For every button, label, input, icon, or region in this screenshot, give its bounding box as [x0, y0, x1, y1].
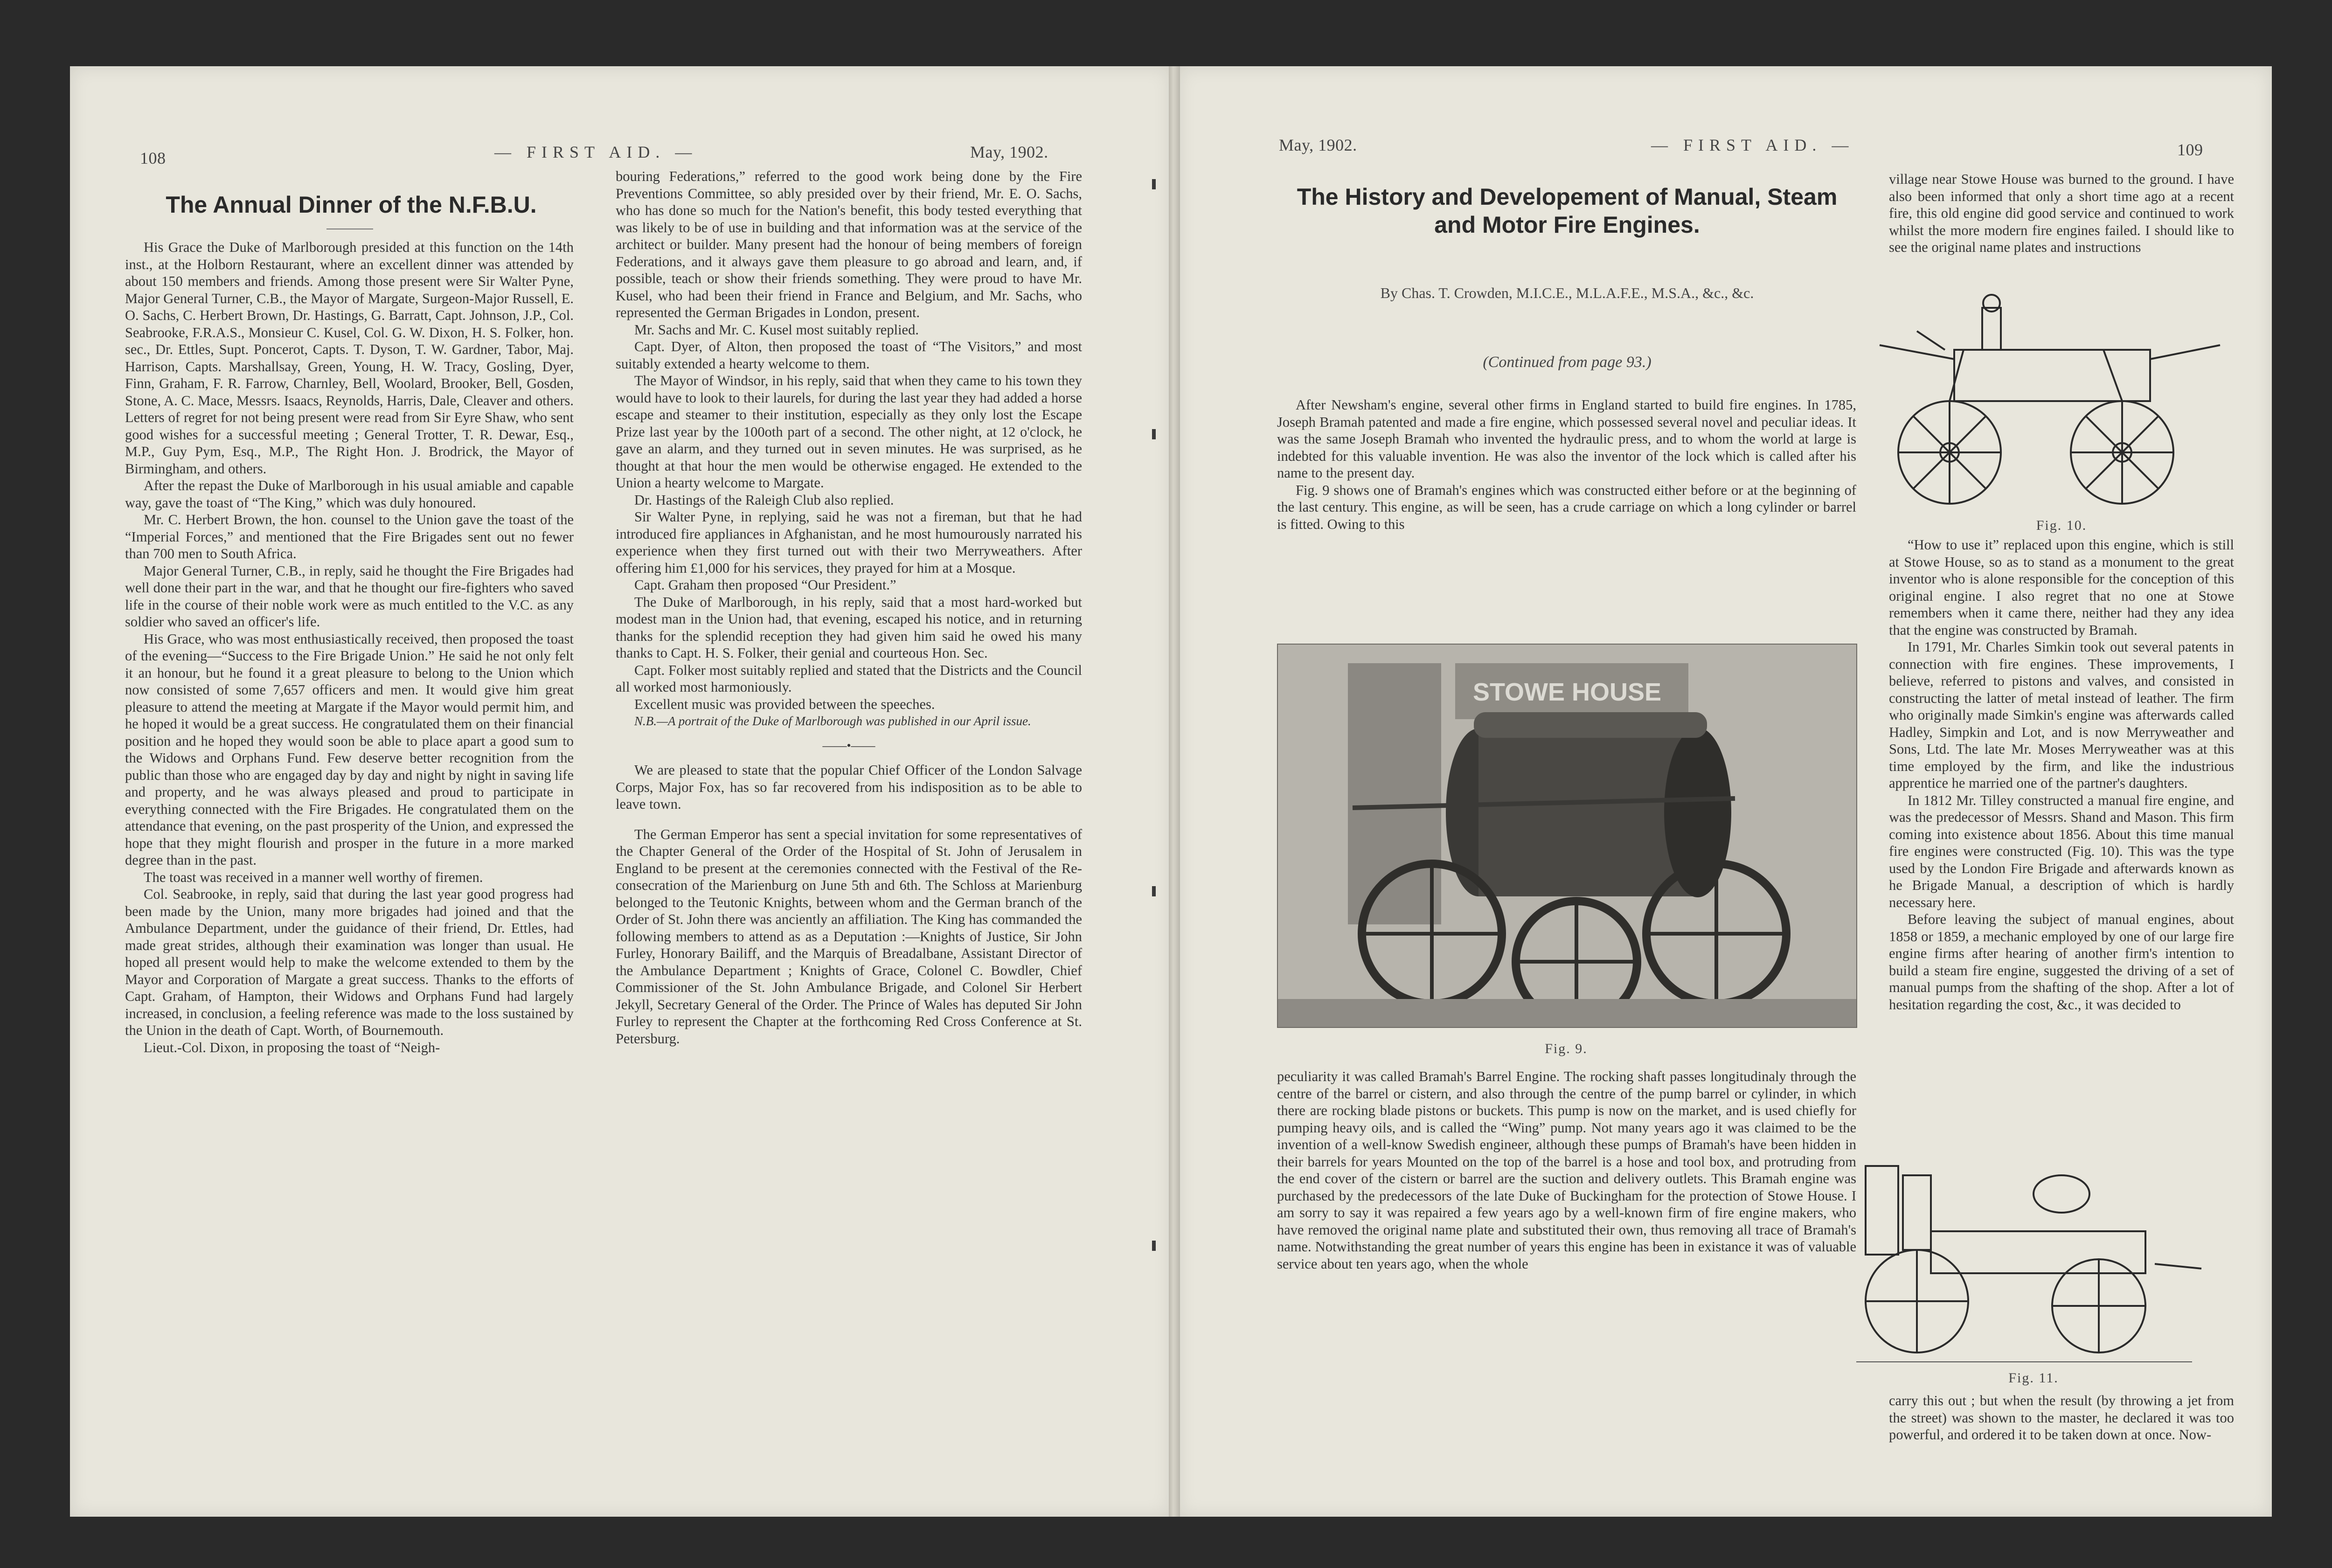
- article-title: The History and Developement of Manual, Steam and Motor Fire Engines.: [1297, 184, 1838, 238]
- binding-marker: [1152, 179, 1156, 189]
- fig9-caption: Fig. 9.: [1545, 1041, 1588, 1056]
- paragraph: After Newsham's engine, several other firms in England started to build fire engines. In 1785, Joseph Bramah patented and made a fire engine, which possessed several novel and peculiar ideas. It was the same Joseph Bramah who invented the hydraulic press, and to whom the world at large is indebted for this valuable invention. He was also the inventor of the lock which is called after his name to the present day.: [1277, 397, 1856, 481]
- article-title: The Annual Dinner of the N.F.B.U.: [166, 192, 537, 218]
- paragraph: Major General Turner, C.B., in reply, said he thought the Fire Brigades had well done their part in the war, and that he thought our fire-fighters who saved life in the course of their noble work were as much entitled to the V.C. as any soldier who saved an officer's life.: [125, 562, 574, 630]
- paragraph: The Mayor of Windsor, in his reply, said that when they came to his town they would have to look to their laurels, for during the last year they had added a horse escape and steamer to their institution, especially as they only lost the Escape Prize last year by the 100oth part of a second. The other night, at 12 o'clock, he gave an alarm, and they turned out in seven minutes. He was surprised, as he thought at that hour the men would be otherwise engaged. He extended to the Union a hearty welcome to Margate.: [616, 373, 1082, 491]
- fig11-steam-engine-drawing: [1838, 1147, 2211, 1367]
- paragraph: “How to use it” replaced upon this engine, which is still at Stowe House, so as to stand as a monument to the great inventor who is alone responsible for the conception of this original engine. I also regret that no one at Stowe remembers when it came there, neither had they any idea that the engine was constructed by Bramah.: [1889, 537, 2234, 638]
- running-head: — FIRST AID. —: [494, 143, 698, 161]
- binding-marker: [1152, 1241, 1156, 1251]
- issue-date: May, 1902.: [1279, 136, 1357, 154]
- barrel-engine-icon: [1278, 645, 1856, 1027]
- right-column-2-end: [1889, 1392, 2234, 1443]
- right-column-2-middle: [1889, 536, 2234, 1013]
- paragraph: Sir Walter Pyne, in replying, said he was not a fireman, but that he had introduced fire appliances in Afghanistan, and he most humourously narrated his experience when they first turned out with their two Merryweathers. After offering him £1,000 for his services, they prayed for him at a Mosque.: [616, 509, 1082, 576]
- paragraph: His Grace the Duke of Marlborough presided at this function on the 14th inst., at the Holborn Restaurant, where an excellent dinner was attended by about 150 members and friends. Among those present were Sir Walter Pyne, Major General Turner, C.B., the Mayor of Margate, Surgeon-Major Russell, E. O. Sachs, C. Herbert Brown, Dr. Hastings, G. Barratt, Capt. Johnson, J.P., Col. Seabrooke, F.R.A.S., Monsieur C. Kusel, Col. G. W. Dixon, H. S. Folker, hon. sec., Dr. Ettles, Supt. Poncerot, Capts. T. Dyson, T. W. Gardner, Tabor, Maj. Harrison, Capts. Marshallsay, Green, Young, H. W. Tracy, Gosling, Dyer, Finn, Graham, F. R. Farrow, Charnley, Bell, Woolard, Brooker, Bell, Gosden, Stone, A. C. Mace, Messrs. Isaacs, Reynolds, Harris, Dale, Cleaver and others. Letters of regret for not being present were read from Sir Eyre Shaw, who sent good wishes for a successful meeting ; General Trotter, T. R. Dewar, Esq., M.P., Guy Pym, Esq., M.P., The Right Hon. J. Brodrick, the Mayor of Birmingham, and others.: [125, 239, 574, 477]
- paragraph: The toast was received in a manner well worthy of firemen.: [144, 869, 483, 885]
- continued-note: (Continued from page 93.): [1483, 354, 1652, 371]
- paragraph: Mr. C. Herbert Brown, the hon. counsel to the Union gave the toast of the “Imperial Forces,” and mentioned that the Fire Brigades sent out no fewer than 700 men to South Africa.: [125, 512, 574, 562]
- paragraph: bouring Federations,” referred to the good work being done by the Fire Preventions Committee, so ably presided over by their friend, Mr. E. O. Sachs, who has done so much for the Nation's benefit, this body tested everything that was likely to be of use in building and that information was at the service of the architect or builder. Many present had the honour of being members of foreign Federations, and it always gave them pleasure to go abroad and learn, and, if possible, teach or show their friends something. They were proud to have Mr. Kusel, who had been their friend in France and Belgium, and Mr. Sachs, who represented the German Brigades in London, present.: [616, 168, 1082, 320]
- paragraph: After the repast the Duke of Marlborough in his usual amiable and capable way, gave the toast of “The King,” which was duly honoured.: [125, 478, 574, 511]
- paragraph: In 1791, Mr. Charles Simkin took out several patents in connection with fire engines. These improvements, I believe, referred to pistons and valves, and consisted in constructing the latter of metal instead of leather. The firm who originally made Simkin's engine was afterwards called Hadley, Simpkin and Lot, and is now Merryweather and Sons, Ltd. The late Mr. Moses Merryweather was at this time employed by the firm, and like the industrious apprentice he married one of the partner's daughters.: [1889, 639, 2234, 791]
- left-column-2: [616, 168, 1082, 1047]
- paragraph: Col. Seabrooke, in reply, said that during the last year good progress had been made by the Union, many more brigades had joined and that the Ambulance Department, under the guidance of their friend, Dr. Ettles, had made great strides, although their examination was longer than usual. He hoped all present would help to make the welcome extended to them by the Mayor and Corporation of Margate a great success. Thanks to the efforts of Capt. Graham, of Hampton, their Widows and Orphans Fund had largely increased, in conclusion, a feeling reference was made to the loss sustained by the Union in the death of Capt. Worth, of Bournemouth.: [125, 886, 574, 1038]
- paragraph: Lieut.-Col. Dixon, in proposing the toast of “Neigh-: [144, 1039, 440, 1055]
- binding-marker: [1152, 886, 1156, 896]
- fig9-photograph: [1277, 644, 1857, 1028]
- page-number: 108: [140, 149, 166, 167]
- book-gutter: [1169, 66, 1180, 1517]
- paragraph: Capt. Folker most suitably replied and stated that the Districts and the Council all worked most harmoniously.: [616, 662, 1082, 695]
- section-divider: ——•——: [822, 738, 875, 752]
- paragraph: Capt. Graham then proposed “Our President.”: [634, 577, 896, 593]
- paragraph: Excellent music was provided between the speeches.: [634, 696, 935, 712]
- running-head: — FIRST AID. —: [1651, 136, 1854, 154]
- paragraph: carry this out ; but when the result (by throwing a jet from the street) was shown to the master, he declared it was too powerful, and ordered it to be taken down at once. Now-: [1889, 1393, 2234, 1443]
- paragraph: Mr. Sachs and Mr. C. Kusel most suitably replied.: [634, 321, 919, 338]
- left-column-1: [125, 239, 574, 1056]
- binding-marker: [1152, 429, 1156, 439]
- paragraph: His Grace, who was most enthusiastically received, then proposed the toast of the evening—“Success to the Fire Brigade Union.” He said he not only felt it an honour, but he found it a great pleasure to belong to the Union which now consisted of some 7,657 officers and men. It would give him great pleasure to attend the meeting at Margate if the Mayor would permit him, and he hoped it would be a great success. He congratulated them on their financial position and he hoped they would soon be able to place apart a good sum to the Widows and Orphans Fund. Few deserve better recognition from the public than those who are engaged day by day and night by night in saving life and property, and he was always pleased and proud to participate in everything connected with the Fire Brigades. He congratulated them on the attendance that evening, on the past prosperity of the Union, and expressed the hope that they might flourish and prosper in the future in a more marked degree than in the past.: [125, 631, 574, 868]
- fig10-caption: Fig. 10.: [2036, 518, 2087, 533]
- paragraph: Dr. Hastings of the Raleigh Club also replied.: [634, 492, 894, 508]
- paragraph: Capt. Dyer, of Alton, then proposed the toast of “The Visitors,” and most suitably extended a hearty welcome to them.: [616, 339, 1082, 372]
- nb-note: N.B.—A portrait of the Duke of Marlborough was published in our April issue.: [634, 714, 1031, 728]
- right-column-1-continued: [1277, 1068, 1856, 1272]
- photo-label: STOWE HOUSE: [1472, 678, 1662, 706]
- paragraph: In 1812 Mr. Tilley constructed a manual fire engine, and was the predecessor of Messrs. Shand and Mason. This firm coming into existence about 1856. About this time manual fire engines were constructed (Fig. 10). This was the type used by the London Fire Brigade and afterwards known as he Brigade Manual, a description of which is hardly necessary here.: [1889, 792, 2234, 910]
- paragraph: village near Stowe House was burned to the ground. I have also been informed that only a short time ago at a recent fire, this old engine did good service and continued to work whilst the more modern fire engines failed. I should like to see the original name plates and instructions: [1889, 171, 2234, 255]
- paragraph: peculiarity it was called Bramah's Barrel Engine. The rocking shaft passes longitudinaly through the centre of the barrel or cistern, and also through the centre of the pump barrel or cylinder, in which there are rocking blade pistons or buckets. This pump is now on the market, and is used chiefly for pumping heavy oils, and is called the “Wing” pump. Not many years ago it was claimed to be the invention of a well-know Swedish engineer, although these pumps of Bramah's have been hidden in their barrels for years Mounted on the top of the barrel is a hose and tool box, and protruding from the end cover of the cistern or barrel are the suction and delivery outlets. This Bramah engine was purchased by the predecessors of the late Duke of Buckingham for the protection of Stowe House. I am sorry to say it was repaired a few years ago by a well-known firm of fire engine makers, who have removed the original name plate and substituted their own, thus removing all trace of Bramah's name. Notwithstanding the great number of years this engine has been in existance it was of valuable service about ten years ago, when the whole: [1277, 1068, 1856, 1272]
- paragraph: Fig. 9 shows one of Bramah's engines which was constructed either before or at the beginning of the last century. This engine, as will be seen, has a crude carriage on which a long cylinder or barrel is fitted. Owing to this: [1277, 482, 1856, 532]
- right-column-2: [1889, 171, 2234, 256]
- paragraph: The Duke of Marlborough, in his reply, said that a most hard-worked but modest man in the Union had, that evening, escaped his notice, and in returning thanks for the splendid reception they had given him said he owed his many thanks to Capt. H. S. Folker, their genial and courteous Hon. Sec.: [616, 594, 1082, 661]
- page-number: 109: [2177, 140, 2203, 159]
- fig10-fire-engine-drawing: [1861, 280, 2234, 513]
- paragraph: Before leaving the subject of manual engines, about 1858 or 1859, a mechanic employed by one of our large fire engine firms after hearing of another firm's intention to build a steam fire engine, suggested the driving of a set of manual pumps from the shafting of the shop. After a lot of hesitation regarding the cost, &c., it was decided to: [1889, 911, 2234, 1013]
- paragraph: We are pleased to state that the popular Chief Officer of the London Salvage Corps, Major Fox, has so far recovered from his indisposition as to be able to leave town.: [616, 762, 1082, 812]
- issue-date: May, 1902.: [970, 143, 1048, 161]
- byline: By Chas. T. Crowden, M.I.C.E., M.L.A.F.E., M.S.A., &c., &c.: [1380, 284, 1754, 301]
- paragraph: The German Emperor has sent a special invitation for some representatives of the Chapter General of the Order of the Hospital of St. John of Jerusalem in England to be present at the ceremonies connected with the Festival of the Re-consecration of the Marienburg on June 5th and 6th. The Schloss at Marienburg belonged to the Teutonic Knights, between whom and the German branch of the Order of St. John there was anciently an affiliation. The King has commanded the following members to attend as as a Deputation :—Knights of Justice, Sir John Furley, Honorary Bailiff, and the Marquis of Breadalbane, Assistant Director of the Ambulance Department ; Knights of Grace, Colonel C. Bowdler, Chief Commissioner of the St. John Ambulance Brigade, and Colonel Sir Herbert Jekyll, Secretary General of the Order. The Prince of Wales has deputed Sir John Furley to represent the Chapter at the forthcoming Red Cross Conference at St. Petersburg.: [616, 826, 1082, 1047]
- right-column-1: [1277, 396, 1856, 533]
- fig11-caption: Fig. 11.: [2008, 1370, 2059, 1386]
